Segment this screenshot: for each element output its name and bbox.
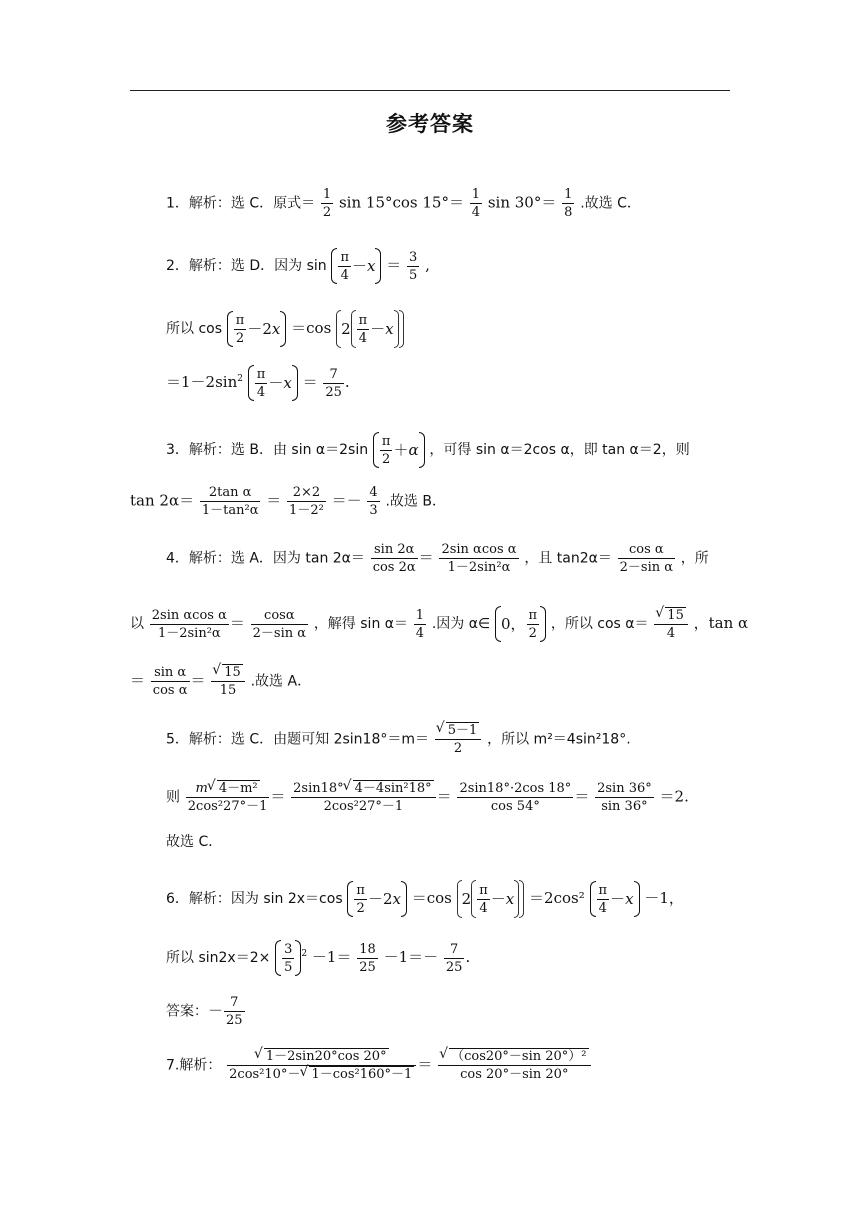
page-title: 参考答案 xyxy=(386,112,474,136)
answer-3-line2: tan 2α＝ $\frac{\text{2tan α}}{\text{1－tan²α}}$ ＝ $\frac{2\times 2}{\text{1－2²}}$ ＝－ $\frac{4}{3}$ .故选 B． xyxy=(130,485,446,518)
answer-5: 5．解析：选 C．由题可知 2sin18°＝m＝ √ $\frac{5-1}{2}$ ，所以 m²＝4sin²18°. xyxy=(166,722,631,757)
answer-5-line3: 故选 C． xyxy=(166,834,223,850)
answer-2-line2: 所以 cos $\frac{\pi}{2}$ －2x ＝cos 2 $\frac{\pi}{4}$ －x xyxy=(166,310,404,348)
answer-7: 7.解析： √ $\frac{1-2\sin 20^\circ\cos 20^\circ}{\text{2cos²10°－√ 1－cos²160°－1}}$ ＝ √ $\frac{\text{（cos20°－sin 20°）²}}{\cos 20^\circ-\sin 20^\circ}$ xyxy=(166,1048,592,1083)
answer-4-line3: ＝ $\frac{\text{sin α}}{\text{cos α}}$ ＝ √ $\frac{15}{15}$ .故选 A． xyxy=(130,664,311,699)
answer-2-line3: $=1-2\sin^2$ $\frac{\pi}{4}$ －x ＝ $\frac{7}{25}$ . xyxy=(166,366,350,400)
answer-5-line2: 则 $\frac{\text{m√ 4－m²}}{\text{2cos²27°－1}}$ ＝ $\frac{\text{2sin18°√ 4－4sin²18°}}{\text{2cos²27°－1}}$ ＝ $\frac{2\sin 18^\circ\cdot 2\cos 18^\circ}{\cos 54^\circ}$ ＝ $\frac{2\sin 36^\circ}{\sin 36^\circ}$ ＝2. xyxy=(166,780,689,815)
answer-1: 1．解析：选 C．原式＝ $\frac{1}{2}$ sin 15°cos 15°＝ $\frac{1}{4}$ sin 30°＝ $\frac{1}{8}$ .故选 C． xyxy=(166,187,641,220)
answer-3: 3．解析：选 B．由 sin α＝2sin $\frac{\pi}{2}$ ＋α ，可得 sin α＝2cos α，即 tan α＝2，则 xyxy=(166,433,690,467)
answer-4: 4．解析：选 A．因为 tan 2α＝ $\frac{\sin 2\alpha}{\cos 2\alpha}$ ＝ $\frac{\text{2sin αcos α}}{\text{1－2sin²α}}$ ，且 tan2α＝ $\frac{\text{cos α}}{\text{2－sin α}}$ ，所 xyxy=(166,542,709,575)
answer-2: 2．解析：选 D．因为 sin $\frac{\pi}{4}$ －x ＝ $\frac{3}{5}$ , xyxy=(166,249,430,283)
top-rule xyxy=(130,90,730,91)
answer-6-final: 答案：－ $\frac{7}{25}$ xyxy=(166,995,243,1028)
answer-4-line2: 以 $\frac{\text{2sin αcos α}}{\text{1－2sin²α}}$ ＝ $\frac{\cos\alpha}{\text{2－sin α}}$ ，解得 sin α＝ $\frac{1}{4}$ .因为 α∈ 0， $\frac{\pi}{2}$ ，所以 cos α＝ √ $\frac{15}{4}$ ，tan α xyxy=(130,606,748,642)
answer-6-line2: 所以 sin2x＝2× $\frac{3}{5}$ $^2$ －1＝ $\frac{18}{25}$ －1＝－ $\frac{7}{25}$ . xyxy=(166,941,471,975)
answer-6: 6．解析：因为 sin 2x＝cos $\frac{\pi}{2}$ －2x ＝cos 2 $\frac{\pi}{4}$ －x ＝2cos² $\frac{\pi}{4}$ －x －1， xyxy=(166,880,684,918)
